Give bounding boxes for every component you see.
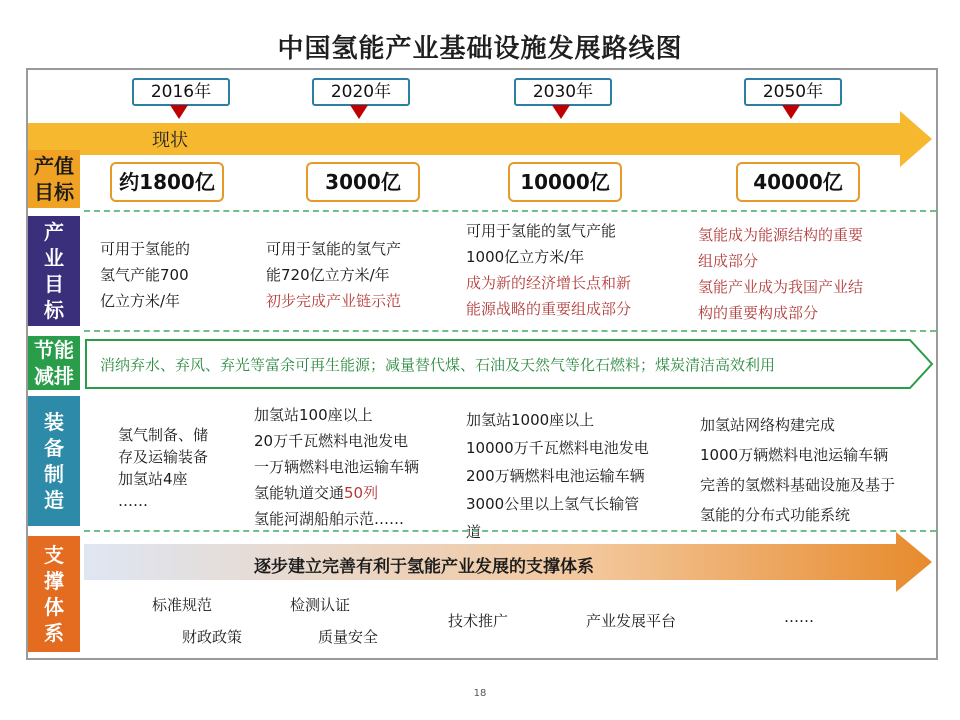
industry-2020: 可用于氢能的氢气产 能720亿立方米/年 初步完成产业链示范 bbox=[266, 240, 402, 310]
support-item-platform: 产业发展平台 bbox=[586, 612, 677, 630]
separator bbox=[84, 210, 936, 212]
year-2020: 2020年 bbox=[312, 78, 410, 106]
year-2050: 2050年 bbox=[744, 78, 842, 106]
value-2050: 40000亿 bbox=[736, 162, 860, 202]
label-industry: 产业目标 bbox=[28, 216, 80, 326]
energy-text: 消纳弃水、弃风、弃光等富余可再生能源；减量替代煤、石油及天然气等化石燃料；煤炭清洁高效利用 bbox=[100, 356, 776, 374]
current-label: 现状 bbox=[152, 130, 188, 151]
value-2016: 约1800亿 bbox=[110, 162, 224, 202]
industry-2016: 可用于氢能的 氢气产能700 亿立方米/年 bbox=[100, 240, 191, 310]
support-item-standards: 标准规范 bbox=[152, 596, 213, 614]
support-item-tech: 技术推广 bbox=[448, 612, 509, 630]
equipment-2020: 加氢站100座以上 20万千瓦燃料电池发电 一万辆燃料电池运输车辆 氢能轨道交通50列 氢能河湖船舶示范…… bbox=[254, 406, 420, 528]
equipment-2016: 氢气制备、储 存及运输装备 加氢站4座 …… bbox=[118, 426, 209, 510]
support-arrow-text: 逐步建立完善有利于氢能产业发展的支撑体系 bbox=[254, 557, 594, 577]
equipment-2050: 加氢站网络构建完成 1000万辆燃料电池运输车辆 完善的氢燃料基础设施及基于 氢能的分布式功能系统 bbox=[700, 416, 896, 524]
page-title: 中国氢能产业基础设施发展路线图 bbox=[277, 34, 683, 64]
industry-2030: 可用于氢能的氢气产能 1000亿立方米/年 成为新的经济增长点和新 能源战略的重要组成部分 bbox=[466, 222, 632, 318]
year-2016: 2016年 bbox=[132, 78, 230, 106]
label-output-value: 产值目标 bbox=[28, 150, 80, 208]
industry-2050: 氢能成为能源结构的重要 组成部分 氢能产业成为我国产业结 构的重要构成部分 bbox=[698, 226, 864, 322]
equipment-2030: 加氢站1000座以上 10000万千瓦燃料电池发电 200万辆燃料电池运输车辆 3000公里以上氢气长输管 道 bbox=[466, 411, 649, 541]
marker-2050 bbox=[782, 105, 800, 119]
marker-2016 bbox=[170, 105, 188, 119]
label-energy: 节能减排 bbox=[28, 336, 80, 390]
label-support: 支撑体系 bbox=[28, 536, 80, 652]
label-equipment: 装备制造 bbox=[28, 396, 80, 526]
value-2020: 3000亿 bbox=[306, 162, 420, 202]
year-2030: 2030年 bbox=[514, 78, 612, 106]
support-item-quality: 质量安全 bbox=[318, 628, 379, 646]
value-2030: 10000亿 bbox=[508, 162, 622, 202]
support-item-more: …… bbox=[784, 608, 814, 626]
support-item-testing: 检测认证 bbox=[290, 596, 351, 614]
page-number: 18 bbox=[473, 688, 487, 699]
marker-2030 bbox=[552, 105, 570, 119]
marker-2020 bbox=[350, 105, 368, 119]
support-item-finance: 财政政策 bbox=[182, 628, 243, 646]
separator bbox=[84, 330, 936, 332]
